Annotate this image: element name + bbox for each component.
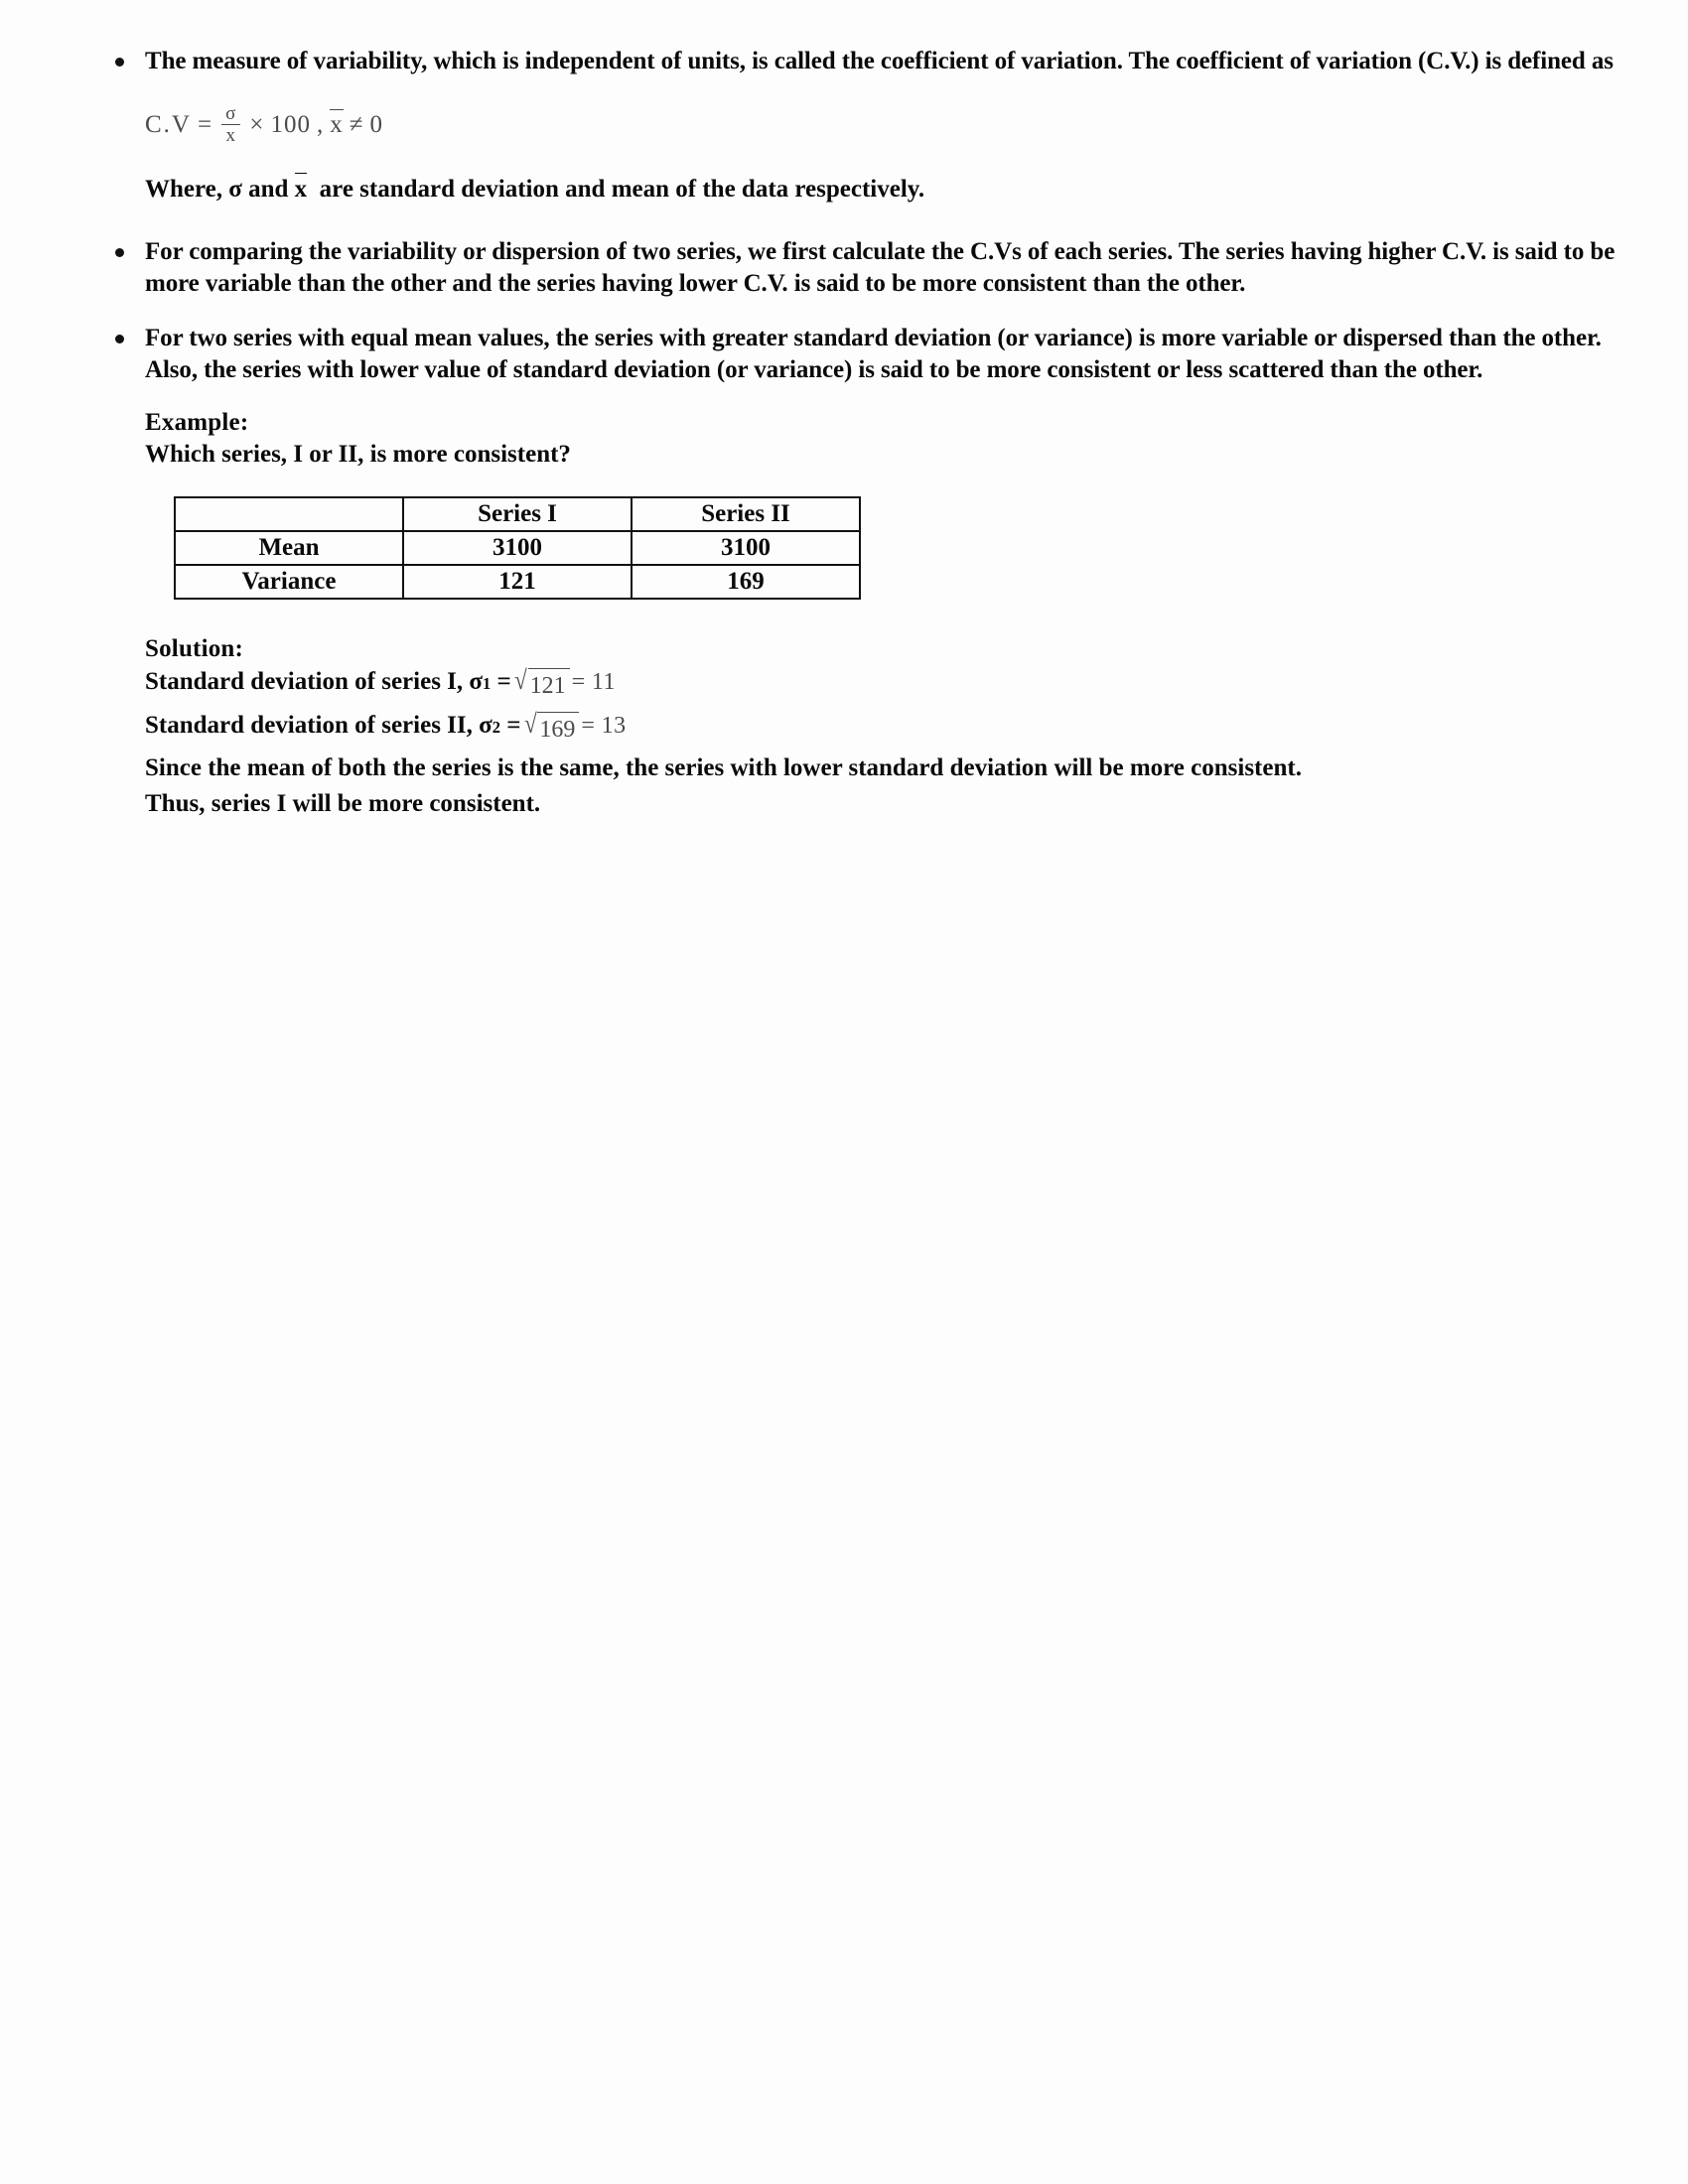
where-prefix: Where, [145,176,222,204]
cell-variance-series-2: 169 [632,565,860,599]
sd2-square-root [523,708,580,746]
sd1-square-root [513,665,570,702]
bullet-dot-icon [115,335,124,343]
list-item [109,46,1628,78]
formula-times-sign: × [249,110,265,138]
radical-icon: √ [513,665,527,696]
bullet-text-2: For comparing the variability or dispersion of two series, we first calculate the C.Vs of each series. The series having higher C.V. is said to be more variable than the other and the series having lower C.V. is said to be more consistent than the other. [145,237,1616,298]
table-row [175,531,860,565]
sd1-radicand: 121 [528,668,570,702]
bullet-dot-icon [115,58,124,67]
table-header-series-2: Series II [632,497,860,531]
document-content [109,46,1628,823]
cell-mean-series-2: 3100 [632,531,860,565]
table-header-blank [175,497,403,531]
where-sigma-symbol: σ [228,176,242,204]
example-heading: Example: [145,408,249,436]
sd2-sigma-symbol: σ [479,711,492,739]
standard-deviation-series-2-line: Standard deviation of series II, σ 2 = √ 169 = 13 [145,709,1628,746]
row-label-variance: Variance [175,565,403,599]
formula-mean-symbol: x [330,110,344,138]
solution-conclusion-1: Since the mean of both the series is the same, the series with lower standard deviation will be more consistent. [145,754,1302,782]
cell-mean-series-1: 3100 [403,531,632,565]
coefficient-of-variation-formula [145,104,1628,147]
cell-variance-series-1: 121 [403,565,632,599]
table-row [175,565,860,599]
solution-conclusion-2: Thus, series I will be more consistent. [145,789,541,817]
sd2-result: 13 [601,712,627,739]
sd2-result-equals: = [581,712,596,739]
row-label-mean: Mean [175,531,403,565]
table-header-series-1: Series I [403,497,632,531]
formula-hundred: 100 [270,110,311,138]
solution-heading: Solution: [145,635,244,663]
sigma-over-mean-fraction [221,104,240,147]
where-mean-symbol: x [295,174,308,206]
bullet-text-3: For two series with equal mean values, the series with greater standard deviation (or variance) is more variable or dispersed than the other. Also, the series with lower value of standard deviation (or variance) is said to be more consistent or less scattered than the other. [145,324,1602,384]
table-header-row [175,497,860,531]
list-item [109,323,1628,387]
where-note [145,174,1628,206]
standard-deviation-series-1-line: Standard deviation of series I, σ 1 = √ 121 = 11 [145,665,1628,702]
bullet-list [109,46,1628,78]
solution-section [109,635,1628,820]
list-item [109,236,1628,301]
where-suffix: are standard deviation and mean of the data respectively. [319,176,925,204]
sd2-equals: = [506,711,521,739]
sd1-equals: = [496,668,511,696]
example-question: Which series, I or II, is more consistent? [145,440,571,468]
sd1-text: Standard deviation of series I, [145,668,464,696]
sd1-result: 11 [591,669,616,696]
sd1-result-equals: = [571,669,586,696]
bullet-dot-icon [115,248,124,257]
where-and: and [248,176,289,204]
sd2-text: Standard deviation of series II, [145,711,473,739]
formula-not-equal-sign: ≠ [349,110,364,138]
bullet-text-1: The measure of variability, which is independent of units, is called the coefficient of variation. The coefficient of variation (C.V.) is defined as [145,48,1614,74]
radical-icon: √ [523,708,537,739]
formula-equals: = [197,110,213,138]
sd2-radicand: 169 [537,712,579,746]
sd1-sigma-symbol: σ [469,668,484,696]
bullet-list-continued [109,236,1628,387]
series-comparison-table [174,496,861,600]
formula-lhs: C.V [145,110,192,138]
formula-comma: , [316,110,325,138]
fraction-denominator: x [221,125,240,146]
fraction-numerator: σ [221,104,240,126]
formula-zero: 0 [369,110,383,138]
